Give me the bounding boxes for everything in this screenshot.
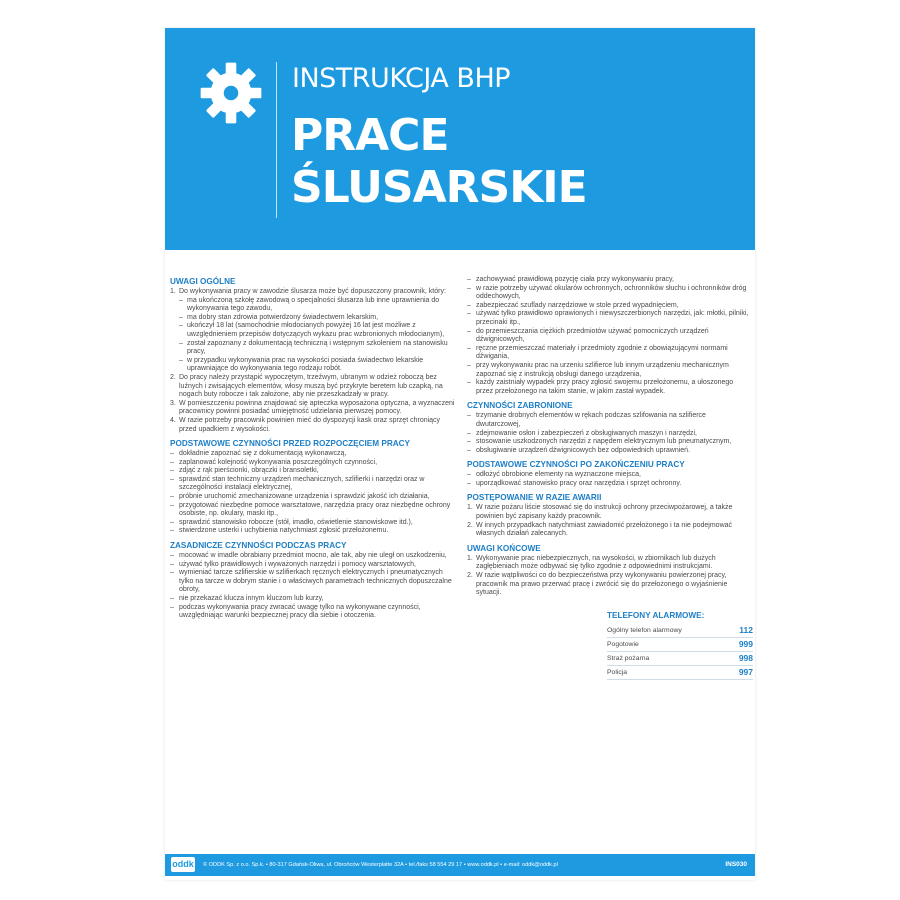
list-item-text: sprawdzić stanowisko robocze (stół, imadło, oświetlenie stanowiskowe itd.),: [179, 518, 413, 526]
list-marker: –: [170, 552, 174, 560]
list-item-text: uporządkować stanowisko pracy oraz narzędzia i sprzęt ochronny.: [476, 479, 682, 487]
right-sections: [467, 400, 752, 598]
section-heading: POSTĘPOWANIE W RAZIE AWARII: [467, 493, 602, 503]
list-marker: –: [170, 458, 174, 466]
phones-list: [607, 624, 753, 680]
list-item: [170, 314, 457, 323]
list-marker: –: [170, 475, 174, 483]
list-marker: –: [179, 322, 183, 330]
list-item: [467, 310, 752, 327]
right-column: [467, 276, 752, 680]
list-item-text: każdy zaistniały wypadek przy pracy zgłosić swojemu przełożonemu, a ułoszonego przez przełożonego na takim stanie, w jakim zastał wypadek.: [476, 379, 734, 395]
list-item: [467, 572, 752, 598]
list-item: [467, 504, 752, 521]
list-item-text: obsługiwanie urządzeń dźwignicowych bez odpowiednich uprawnień.: [476, 446, 691, 454]
poster-title-line-2: ŚLUSARSKIE: [291, 162, 587, 213]
phone-row: [607, 652, 753, 666]
poster-header: [165, 28, 755, 250]
emergency-phones: [607, 610, 753, 680]
phone-label: Pogotowie: [607, 640, 639, 648]
list-item: [170, 459, 457, 468]
list-item-text: ma ukończoną szkołę zawodową o specjalności ślusarza lub inne uprawnienia do wykonywania tego zawodu,: [187, 296, 440, 313]
list-item: [467, 480, 752, 489]
poster-footer: [165, 854, 755, 876]
list-item-text: zabezpieczać szuflady narzędziowe w stole przed wypadnięciem,: [476, 301, 679, 309]
phones-heading: TELEFONY ALARMOWE:: [607, 610, 705, 620]
list-marker: –: [467, 284, 471, 292]
list-item-text: próbnie uruchomić zmechanizowane urządzenia i sprawdzić jakość ich działania,: [179, 493, 430, 501]
list-marker: –: [170, 467, 174, 475]
right-top-list: [467, 276, 752, 396]
list-item: [170, 493, 457, 502]
phone-row: [607, 666, 753, 680]
list-item: [170, 467, 457, 476]
list-item-text: ukończył 18 lat (samochodnie młodocianych powyżej 16 lat jest możliwe z uwzględnieniem przepisów dotyczących wykazu prac wzbronionych młodocianym),: [187, 322, 445, 338]
list-item: [170, 502, 457, 519]
list-marker: 2.: [170, 373, 176, 381]
list-item: [467, 438, 752, 447]
list-item-text: został zapoznany z dokumentacją techniczną i wstępnym szkoleniem na stanowisku pracy,: [187, 339, 448, 356]
oddk-logo: oddk: [171, 857, 195, 872]
list-marker: –: [467, 438, 471, 446]
list-item-text: zdjąć z rąk pierścionki, obrączki i bransoletki,: [179, 467, 319, 475]
list-item: [170, 340, 457, 357]
list-marker: –: [170, 527, 174, 535]
list-item: [467, 362, 752, 379]
list-marker: 1.: [467, 504, 473, 512]
list-item-text: używać tylko prawidłowo oprawionych i niewyszczerbionych narzędzi, jak: młotki, pilniki, przecinaki itp.,: [476, 310, 749, 326]
list-item: [170, 322, 457, 339]
list-item-text: W pomieszczeniu powinna znajdować się apteczka wyposażona optyczna, a wyznaczeni pracownicy powinni posiadać umiejętność udzielania pierwszej pomocy.: [179, 399, 455, 416]
list-item: [467, 471, 752, 480]
list-item: [170, 374, 457, 400]
list-item-text: W razie potrzeby pracownik powinien mieć do dyspozycji kask oraz sprzęt chroniący przed upadkiem z wysokości.: [179, 416, 441, 433]
list-item-text: ręczne przemieszczać materiały i przedmioty zgodnie z obowiązującymi normami dźwigania,: [476, 344, 728, 361]
gear-icon: [198, 60, 264, 126]
list-item-text: W razie wątpliwości co do bezpieczeństwa przy wykonywaniu powierzonej pracy, pracownik ma prawo przerwać pracę i zwrócić się do przełożonego o wyjaśnienie sytuacji.: [476, 572, 728, 597]
list-item: [467, 276, 752, 285]
list-marker: –: [170, 493, 174, 501]
list-marker: 1.: [170, 288, 176, 295]
list-marker: 1.: [467, 554, 473, 562]
list-item-text: w razie potrzeby używać okularów ochronnych, ochronników słuchu i ochronników dróg oddechowych,: [476, 284, 747, 301]
list-marker: –: [179, 356, 183, 364]
list-item-text: wymieniać tarcze szlifierskie w szlifierkach ręcznych elektrycznych i pneumatycznych tylko na tarcze w dobrym stanie i o właściwych parametrach technicznych dopuszczalne obroty,: [179, 569, 452, 594]
list-marker: –: [179, 313, 183, 321]
list-marker: –: [170, 595, 174, 602]
phone-row: [607, 624, 753, 638]
list-item: [467, 412, 752, 429]
list-item-text: W innych przypadkach natychmiast zawiadomić przełożonego i ta nie podejmować własnych działań zalecanych.: [476, 521, 733, 538]
list-item-text: zdejmowanie osłon i zabezpieczeń z obsługiwanych maszyn i narzędzi,: [476, 429, 698, 437]
poster-title: [291, 110, 587, 214]
list-item-text: ma dobry stan zdrowia potwierdzony świadectwem lekarskim,: [187, 313, 379, 321]
list-item: [170, 569, 457, 595]
list-item-text: zaplanować kolejność wykonywania poszczególnych czynności,: [179, 458, 378, 466]
list-marker: –: [179, 296, 183, 304]
list-item-text: mocować w imadle obrabiany przedmiot mocno, ale tak, aby nie uległ on uszkodzeniu,: [179, 552, 447, 560]
list-marker: 2.: [467, 521, 473, 529]
phone-row: [607, 638, 753, 652]
list-marker: –: [467, 471, 471, 479]
bhp-poster: [165, 28, 755, 880]
list-item-text: odłożyć obrobione elementy na wyznaczone miejsca,: [476, 471, 641, 479]
list-marker: –: [467, 429, 471, 437]
list-marker: –: [467, 412, 471, 420]
list-item: [170, 527, 457, 536]
list-item: [170, 288, 457, 297]
list-item: [170, 297, 457, 314]
list-item: [467, 379, 752, 396]
list-item-text: używać tylko prawidłowych i wyważonych narzędzi i pomocy warsztatowych,: [179, 560, 416, 568]
list-item-text: nie przekazać klucza innym kluczom lub kurzy,: [179, 595, 324, 602]
list-marker: –: [467, 301, 471, 309]
footer-address: © ODDK Sp. z o.o. Sp.k. • 80-317 Gdańsk-Oliwa, ul. Obrońców Westerplatte 32A • tel./faks 58 554 29 17 • www.oddk.pl • e-mail: oddk@oddk.pl: [203, 862, 558, 868]
list-item: [467, 522, 752, 539]
list-item: [467, 345, 752, 362]
list-item-text: w przypadku wykonywania prac na wysokości posiada świadectwo lekarskie uprawniające do wykonywania tego rodzaju robót.: [187, 356, 424, 373]
list-item-text: sprawdzić stan techniczny urządzeń mechanicznych, szlifierki i narzędzi oraz w szczególności instalacji elektrycznej,: [179, 475, 425, 492]
phone-number: 112: [739, 624, 753, 635]
phone-label: Ogólny telefon alarmowy: [607, 626, 682, 634]
list-item-text: przygotować niezbędne pomoce warsztatowe, narzędzia pracy oraz niezbędne ochrony osobiste, np. okulary, maski itp.,: [179, 501, 451, 518]
list-item: [170, 450, 457, 459]
list-item: [467, 555, 752, 572]
list-item: [467, 302, 752, 311]
poster-kicker: INSTRUKCJA BHP: [292, 63, 511, 94]
list-item-text: trzymanie drobnych elementów w rękach podczas szlifowania na szlifierce dwutarczowej,: [476, 412, 706, 428]
list-marker: 4.: [170, 416, 176, 424]
list-item: [170, 561, 457, 570]
list-item-text: Wykonywanie prac niebezpiecznych, na wysokości, w zbiornikach lub dużych zagłębieniach może odbywać się tylko zgodnie z odpowiednimi instrukcjami.: [476, 554, 716, 571]
list-marker: –: [467, 446, 471, 454]
phone-number: 998: [738, 652, 753, 663]
list-item: [467, 328, 752, 345]
list-marker: –: [179, 339, 183, 347]
list-item: [170, 357, 457, 374]
section-heading: UWAGI OGÓLNE: [170, 277, 236, 286]
list-marker: –: [467, 327, 471, 335]
phone-number: 999: [738, 638, 753, 649]
list-item: [170, 519, 457, 528]
list-item: [467, 285, 752, 302]
section-heading: PODSTAWOWE CZYNNOŚCI PRZED ROZPOCZĘCIEM PRACY: [170, 439, 411, 449]
list-marker: 2.: [467, 572, 473, 580]
phone-number: 997: [738, 666, 753, 677]
list-marker: –: [170, 569, 174, 577]
left-column: [170, 276, 457, 621]
list-marker: –: [467, 276, 471, 283]
list-marker: 3.: [170, 399, 176, 407]
section-heading: UWAGI KOŃCOWE: [467, 543, 541, 553]
list-item: [467, 430, 752, 439]
list-marker: –: [467, 479, 471, 487]
list-item: [170, 552, 457, 561]
list-item-text: W razie pożaru liście stosować się do instrukcji ochrony przeciwpożarowej, a także powinien być zapisany każdy pracownik.: [476, 504, 733, 521]
section-heading: PODSTAWOWE CZYNNOŚCI PO ZAKOŃCZENIU PRACY: [467, 460, 685, 470]
list-item-text: Do wykonywania pracy w zawodzie ślusarza może być dopuszczony pracownik, który:: [179, 288, 446, 295]
poster-title-line-1: PRACE: [291, 110, 449, 161]
list-item: [170, 595, 457, 604]
list-marker: –: [170, 501, 174, 509]
list-item: [170, 604, 457, 621]
list-item-text: stwierdzone usterki i uchybienia natychmiast zgłosić przełożonemu.: [179, 527, 389, 535]
list-item-text: przy wykonywaniu prac na urzeniu szlifierce lub innym urządzeniu mechanicznym zapoznać się z instrukcją obsługi danego urządzenia,: [476, 361, 729, 378]
list-marker: –: [170, 560, 174, 568]
list-marker: –: [467, 361, 471, 369]
list-marker: –: [467, 344, 471, 352]
list-item-text: podczas wykonywania pracy zwracać uwagę tylko na wykonywane czynności, uwzględniając warunki bezpiecznej pracy dla siebie i otoczenia.: [179, 603, 421, 620]
header-divider: [276, 62, 277, 218]
list-item: [170, 400, 457, 417]
phone-label: Straż pożarna: [607, 654, 650, 662]
phone-label: Policja: [607, 668, 628, 676]
list-item-text: do przemieszczania ciężkich przedmiotów używać pomocniczych urządzeń dźwignicowych,: [476, 327, 709, 344]
list-item: [170, 476, 457, 493]
footer-code: INS030: [725, 861, 747, 868]
list-marker: –: [170, 603, 174, 611]
section-heading: CZYNNOŚCI ZABRONIONE: [467, 401, 573, 411]
list-item-text: dokładnie zapoznać się z dokumentacją wykonawczą,: [179, 450, 347, 458]
list-marker: –: [170, 450, 174, 458]
list-item-text: stosowanie uszkodzonych narzędzi z napędem elektrycznym lub pneumatycznym,: [476, 438, 732, 446]
list-item-text: Do pracy należy przystąpić wypoczętym, trzeźwym, ubranym w odzież roboczą bez luźnych i zwisających elementów, włosy muszą być przykryte beretem lub czapką, na nogach buty robocze i tak założone, aby nie przeszkadzały w pracy.: [179, 373, 443, 399]
section-heading: ZASADNICZE CZYNNOŚCI PODCZAS PRACY: [170, 541, 347, 551]
list-marker: –: [170, 518, 174, 526]
list-marker: –: [467, 310, 471, 318]
list-item-text: zachowywać prawidłową pozycję ciała przy wykonywaniu pracy,: [476, 276, 674, 283]
list-item: [467, 447, 752, 456]
list-item: [170, 417, 457, 434]
list-marker: –: [467, 379, 471, 387]
